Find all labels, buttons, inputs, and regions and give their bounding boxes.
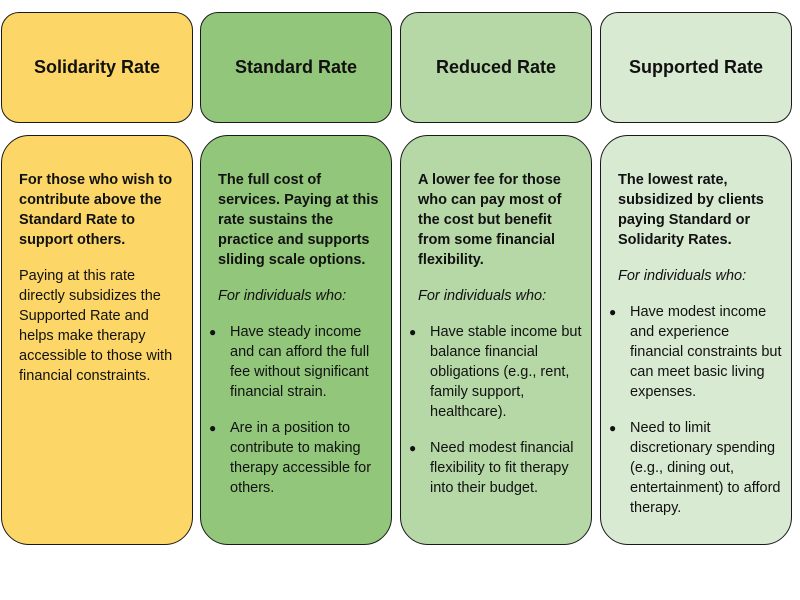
card-lead-text: A lower fee for those who can pay most of the cost but benefit from some financial flexibility.: [418, 172, 562, 268]
card-lead-text: The lowest rate, subsidized by clients paying Standard or Solidarity Rates.: [618, 172, 764, 248]
bullet-icon: ●: [409, 441, 417, 455]
card-supported-rate: [600, 135, 792, 545]
list-item-text: Have steady income and can afford the full fee without significant financial strain.: [230, 324, 370, 400]
list-item: [409, 322, 583, 422]
bullet-icon: ●: [609, 305, 617, 319]
bullet-icon: ●: [609, 421, 617, 435]
list-item-text: Are in a position to contribute to making therapy accessible for others.: [230, 420, 372, 496]
list-item-text: Have modest income and experience financial constraints but can meet basic living expenses.: [630, 304, 782, 400]
list-item-text: Have stable income but balance financial obligations (e.g., rent, family support, healthcare).: [430, 324, 582, 420]
card-lead-text: The full cost of services. Paying at this rate sustains the practice and supports sliding scale options.: [218, 172, 379, 268]
eligibility-intro: For individuals who:: [418, 288, 547, 304]
bullet-icon: ●: [209, 325, 217, 339]
card-standard-rate: [200, 135, 392, 545]
card-lead-text: For those who wish to contribute above the Standard Rate to support others.: [19, 172, 173, 248]
header-solidarity-rate: Solidarity Rate: [1, 12, 193, 123]
list-item: [209, 418, 383, 498]
list-item: [609, 302, 783, 402]
bullet-icon: ●: [209, 421, 217, 435]
list-item: [409, 438, 583, 498]
list-item: [209, 322, 383, 402]
eligibility-intro: For individuals who:: [618, 268, 747, 284]
list-item: [609, 418, 783, 518]
card-reduced-rate: [400, 135, 592, 545]
eligibility-list: [609, 302, 783, 518]
header-reduced-rate: Reduced Rate: [400, 12, 592, 123]
card-description: Paying at this rate directly subsidizes the Supported Rate and helps make therapy accessible to those with financial constraints.: [19, 268, 173, 384]
eligibility-list: [209, 322, 383, 498]
list-item-text: Need to limit discretionary spending (e.g., dining out, entertainment) to afford therapy.: [630, 420, 781, 516]
header-standard-rate: Standard Rate: [200, 12, 392, 123]
eligibility-list: [409, 322, 583, 498]
card-solidarity-rate: [1, 135, 193, 545]
header-supported-rate: Supported Rate: [600, 12, 792, 123]
list-item-text: Need modest financial flexibility to fit therapy into their budget.: [430, 440, 574, 496]
bullet-icon: ●: [409, 325, 417, 339]
eligibility-intro: For individuals who:: [218, 288, 347, 304]
